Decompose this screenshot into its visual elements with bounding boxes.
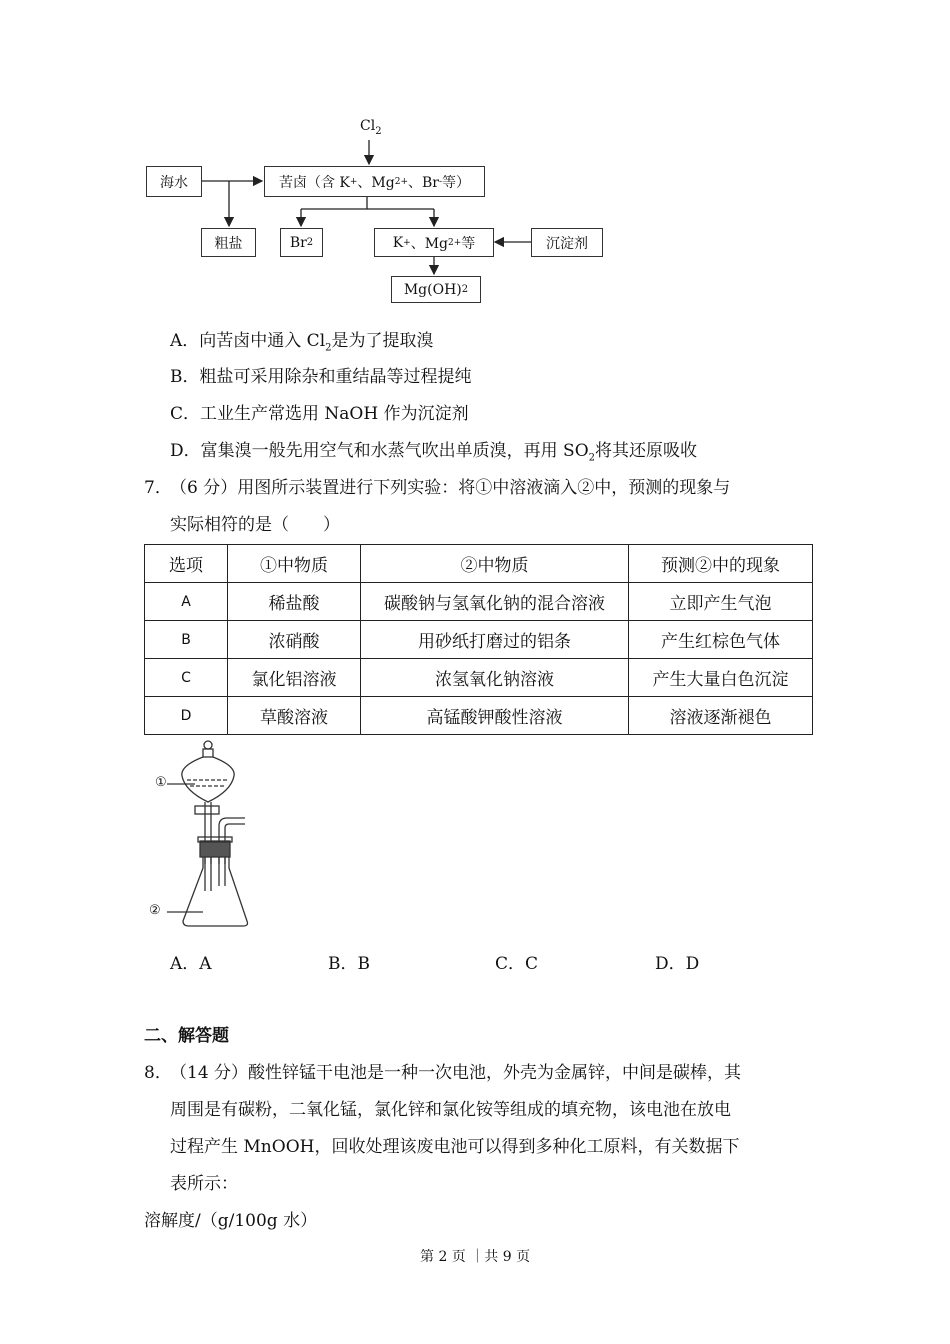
section-heading: 二、解答题 bbox=[144, 1026, 229, 1046]
q8-line: 过程产生 MnOOH，回收处理该废电池可以得到多种化工原料，有关数据下 bbox=[170, 1137, 740, 1157]
table-row bbox=[145, 583, 813, 621]
table-cell: 用砂纸打磨过的铝条 bbox=[361, 621, 629, 659]
q8-line: （14 分）酸性锌锰干电池是一种一次电池，外壳为金属锌，中间是碳棒，其 bbox=[170, 1063, 742, 1083]
table-cell: C bbox=[145, 659, 228, 697]
table-row bbox=[145, 621, 813, 659]
ions-box: K + 、Mg 2+ 等 bbox=[374, 228, 494, 257]
q7-number: 7． bbox=[144, 478, 172, 498]
q6-option-c: C．工业生产常选用 NaOH 作为沉淀剂 bbox=[170, 404, 469, 424]
q6-option-b: B．粗盐可采用除杂和重结晶等过程提纯 bbox=[170, 367, 472, 387]
brine-box: 苦卤（含 K + 、Mg 2+ 、Br - 等） bbox=[264, 166, 485, 197]
q8-number: 8． bbox=[144, 1063, 172, 1083]
apparatus-label-1: ① bbox=[155, 775, 167, 790]
solubility-label: 溶解度/（g/100g 水） bbox=[144, 1211, 318, 1231]
cl2-label: $Cl_2$ bbox=[360, 118, 382, 137]
table-row bbox=[145, 659, 813, 697]
header-cell: ②中物质 bbox=[361, 545, 629, 583]
table-cell: 草酸溶液 bbox=[228, 697, 361, 735]
br2-box: Br 2 bbox=[280, 228, 323, 257]
table-cell: D bbox=[145, 697, 228, 735]
apparatus-label-2: ② bbox=[149, 903, 161, 918]
table-cell: 稀盐酸 bbox=[228, 583, 361, 621]
seawater-box: 海水 bbox=[146, 166, 202, 197]
precipitant-box: 沉淀剂 bbox=[531, 228, 603, 257]
table-cell: 浓氢氧化钠溶液 bbox=[361, 659, 629, 697]
apparatus-figure bbox=[145, 736, 255, 931]
table-cell: 立即产生气泡 bbox=[629, 583, 813, 621]
table-cell: 氯化铝溶液 bbox=[228, 659, 361, 697]
q6-option-a: A．向苦卤中通入 $Cl_2$是为了提取溴 bbox=[170, 331, 434, 354]
table-cell: A bbox=[145, 583, 228, 621]
mgoh2-box: Mg(OH) 2 bbox=[391, 276, 481, 303]
table-cell: 产生红棕色气体 bbox=[629, 621, 813, 659]
q7-text-line2: 实际相符的是（ ） bbox=[170, 515, 340, 535]
q7-choice-a: A．A bbox=[170, 954, 212, 974]
table-row bbox=[145, 697, 813, 735]
header-cell: ①中物质 bbox=[228, 545, 361, 583]
q6-option-d: D．富集溴一般先用空气和水蒸气吹出单质溴，再用 $SO_2$将其还原吸收 bbox=[170, 441, 698, 464]
flow-arrows bbox=[0, 0, 950, 320]
crude-salt-box: 粗盐 bbox=[201, 228, 256, 257]
q8-line: 表所示： bbox=[170, 1174, 238, 1194]
q7-choice-d: D．D bbox=[655, 954, 700, 974]
q7-table bbox=[144, 544, 813, 735]
header-cell: 预测②中的现象 bbox=[629, 545, 813, 583]
table-cell: B bbox=[145, 621, 228, 659]
q7-choice-b: B．B bbox=[328, 954, 370, 974]
table-cell: 溶液逐渐褪色 bbox=[629, 697, 813, 735]
q8-line: 周围是有碳粉，二氧化锰，氯化锌和氯化铵等组成的填充物，该电池在放电 bbox=[170, 1100, 731, 1120]
table-header-row bbox=[145, 545, 813, 583]
page-footer: 第 2 页 ｜共 9 页 bbox=[420, 1249, 531, 1265]
table-cell: 高锰酸钾酸性溶液 bbox=[361, 697, 629, 735]
header-cell: 选项 bbox=[145, 545, 228, 583]
table-cell: 浓硝酸 bbox=[228, 621, 361, 659]
table-cell: 碳酸钠与氢氧化钠的混合溶液 bbox=[361, 583, 629, 621]
q7-text-line1: （6 分）用图所示装置进行下列实验：将①中溶液滴入②中，预测的现象与 bbox=[170, 478, 731, 498]
q7-choice-c: C．C bbox=[495, 954, 539, 974]
table-cell: 产生大量白色沉淀 bbox=[629, 659, 813, 697]
